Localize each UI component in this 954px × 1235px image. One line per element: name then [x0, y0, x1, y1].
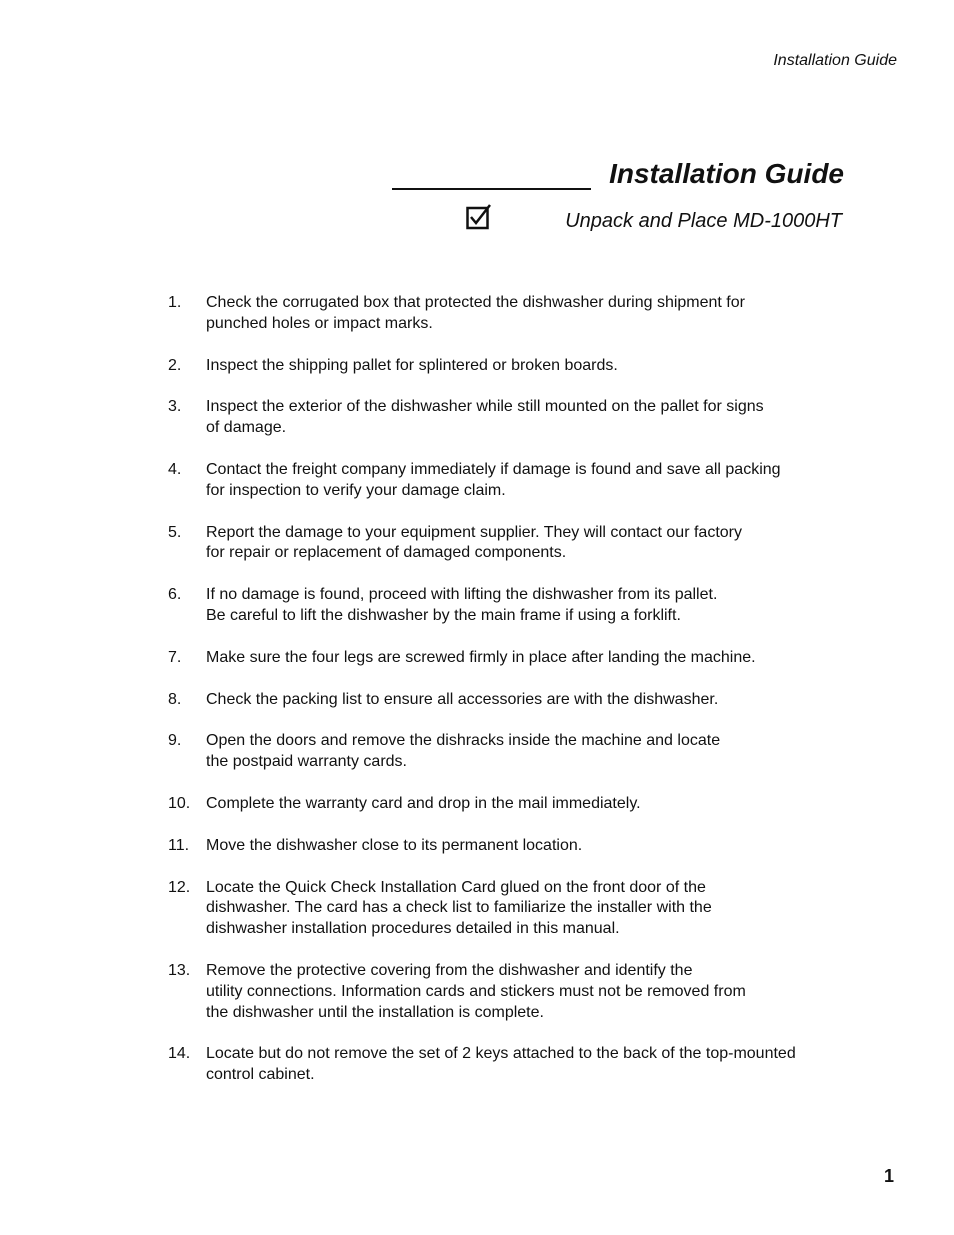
- step-number: 4.: [168, 460, 182, 478]
- step-line: [168, 293, 868, 314]
- step-text: for inspection to verify your damage claim.: [206, 481, 506, 499]
- step-text: Locate the Quick Check Installation Card glued on the front door of the: [206, 878, 706, 896]
- step-line: [168, 898, 868, 919]
- step-item: [168, 731, 868, 773]
- step-item: [168, 878, 868, 940]
- step-text: Inspect the shipping pallet for splintered or broken boards.: [206, 356, 618, 374]
- step-number: 9.: [168, 732, 182, 750]
- step-line: [168, 543, 868, 564]
- step-item: [168, 523, 868, 565]
- step-text: If no damage is found, proceed with lifting the dishwasher from its pallet.: [206, 586, 718, 604]
- step-item: [168, 460, 868, 502]
- step-text: of damage.: [206, 419, 287, 437]
- step-line: [168, 794, 868, 815]
- step-line: [168, 919, 868, 940]
- steps-list: [168, 293, 868, 1107]
- step-item: [168, 293, 868, 335]
- title-row: [392, 158, 844, 194]
- step-text: Complete the warranty card and drop in the mail immediately.: [206, 794, 641, 812]
- step-item: [168, 356, 868, 377]
- step-item: [168, 648, 868, 669]
- step-text: the postpaid warranty cards.: [206, 753, 407, 771]
- step-line: [168, 1065, 868, 1086]
- step-text: the dishwasher until the installation is complete.: [206, 1003, 544, 1021]
- step-text: Inspect the exterior of the dishwasher while still mounted on the pallet for signs: [206, 398, 764, 416]
- step-text: punched holes or impact marks.: [206, 314, 433, 332]
- running-header: Installation Guide: [773, 52, 897, 69]
- step-text: Be careful to lift the dishwasher by the main frame if using a forklift.: [206, 606, 681, 624]
- step-line: [168, 982, 868, 1003]
- step-text: Move the dishwasher close to its permanent location.: [206, 836, 583, 854]
- step-text: Remove the protective covering from the dishwasher and identify the: [206, 961, 693, 979]
- step-line: [168, 690, 868, 711]
- step-item: [168, 690, 868, 711]
- step-line: [168, 961, 868, 982]
- step-text: control cabinet.: [206, 1066, 315, 1084]
- step-text: Check the corrugated box that protected the dishwasher during shipment for: [206, 294, 745, 311]
- step-line: [168, 1044, 868, 1065]
- step-item: [168, 794, 868, 815]
- step-line: [168, 648, 868, 669]
- step-item: [168, 836, 868, 857]
- step-line: [168, 356, 868, 377]
- step-line: [168, 731, 868, 752]
- step-text: dishwasher. The card has a check list to familiarize the installer with the: [206, 899, 712, 917]
- step-text: Make sure the four legs are screwed firmly in place after landing the machine.: [206, 648, 756, 666]
- step-line: [168, 523, 868, 544]
- step-number: 14.: [168, 1045, 191, 1063]
- step-line: [168, 606, 868, 627]
- step-text: Report the damage to your equipment supplier. They will contact our factory: [206, 523, 742, 541]
- step-item: [168, 1044, 868, 1086]
- step-line: [168, 314, 868, 335]
- step-item: [168, 961, 868, 1023]
- step-line: [168, 397, 868, 418]
- step-line: [168, 481, 868, 502]
- step-line: [168, 1003, 868, 1024]
- step-item: [168, 585, 868, 627]
- step-text: for repair or replacement of damaged components.: [206, 544, 567, 562]
- step-text: Open the doors and remove the dishracks inside the machine and locate: [206, 732, 721, 750]
- step-text: dishwasher installation procedures detailed in this manual.: [206, 920, 620, 938]
- checked-box-icon: [466, 204, 492, 230]
- step-line: [168, 836, 868, 857]
- step-text: utility connections. Information cards and stickers must not be removed from: [206, 982, 746, 1000]
- page-title: Installation Guide: [609, 158, 844, 189]
- subtitle: Unpack and Place MD-1000HT: [565, 210, 842, 232]
- step-number: 11.: [168, 836, 190, 854]
- step-number: 10.: [168, 794, 191, 812]
- step-item: [168, 397, 868, 439]
- step-number: 8.: [168, 690, 182, 708]
- step-number: 2.: [168, 356, 182, 374]
- step-number: 3.: [168, 398, 182, 416]
- step-number: 1.: [168, 294, 182, 311]
- step-number: 7.: [168, 648, 182, 666]
- step-text: Check the packing list to ensure all accessories are with the dishwasher.: [206, 690, 719, 708]
- step-text: Contact the freight company immediately if damage is found and save all packing: [206, 460, 781, 478]
- page-number: 1: [883, 1166, 894, 1186]
- step-number: 6.: [168, 586, 182, 604]
- step-line: [168, 752, 868, 773]
- step-line: [168, 460, 868, 481]
- step-text: Locate but do not remove the set of 2 keys attached to the back of the top-mounted: [206, 1045, 796, 1063]
- step-line: [168, 878, 868, 899]
- step-line: [168, 418, 868, 439]
- step-number: 5.: [168, 523, 182, 541]
- title-rule: [392, 188, 591, 190]
- step-number: 13.: [168, 961, 191, 979]
- step-line: [168, 585, 868, 606]
- step-number: 12.: [168, 878, 191, 896]
